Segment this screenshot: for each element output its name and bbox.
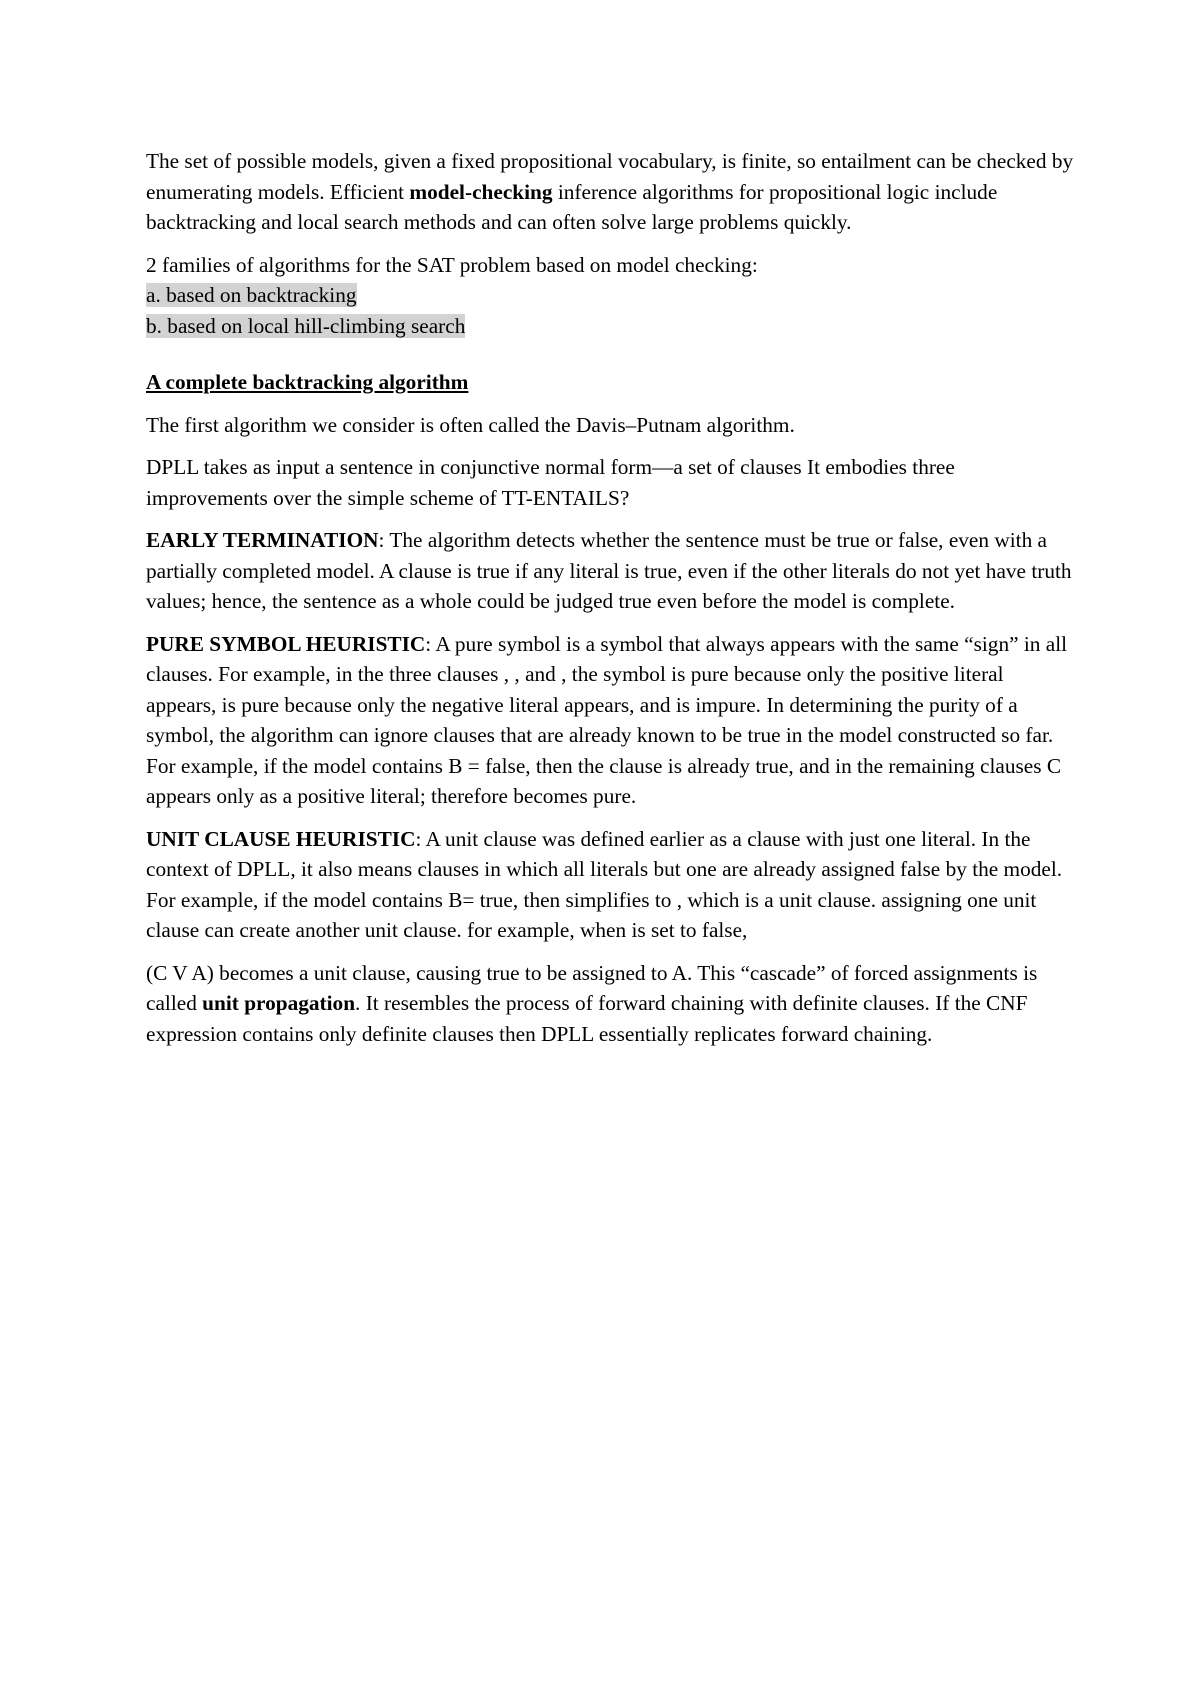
pure-symbol-paragraph: PURE SYMBOL HEURISTIC: A pure symbol is a symbol that always appears with the same “sign” in all clauses. For example, in the three clauses , , and , the symbol is pure because only the positive literal appears, is pure because only the negative literal appears, and is impure. In determining the purity of a symbol, the algorithm can ignore clauses that are already known to be true in the model constructed so far. For example, if the model contains B = false, then the clause is already true, and in the remaining clauses C appears only as a positive literal; therefore becomes pure. (146, 631, 1068, 808)
section-heading: A complete backtracking algorithm (146, 370, 469, 394)
families-lead: 2 families of algorithms for the SAT problem based on model checking: (146, 252, 758, 277)
unit-clause-term: UNIT CLAUSE HEURISTIC (146, 826, 416, 851)
family-item-hill-climbing: b. based on local hill-climbing search (146, 313, 466, 338)
unit-propagation-paragraph: (C V A) becomes a unit clause, causing true to be assigned to A. This “cascade” of forced assignments is called unit propagation. It resembles the process of forward chaining with definite clauses. If the CNF expression contains only definite clauses then DPLL essentially replicates forward chaining. (146, 960, 1038, 1046)
early-termination-term: EARLY TERMINATION (146, 528, 379, 552)
unit-clause-paragraph: UNIT CLAUSE HEURISTIC: A unit clause was defined earlier as a clause with just one literal. In the context of DPLL, it also means clauses in which all literals but one are already assigned false by the model. For example, if the model contains B= true, then simplifies to , which is a unit clause. assigning one unit clause can create another unit clause. for example, when is set to false, (146, 826, 1063, 942)
intro-paragraph: The set of possible models, given a fixed propositional vocabulary, is finite, so entailment can be checked by enumerating models. Efficient model-checking inference algorithms for propositional logic include backtracking and local search methods and can often solve large problems quickly. (146, 149, 1074, 234)
early-termination-paragraph: EARLY TERMINATION: The algorithm detects whether the sentence must be true or false, even with a partially completed model. A clause is true if any literal is true, even if the other literals do not yet have truth values; hence, the sentence as a whole could be judged true even before the model is complete. (146, 528, 1072, 613)
family-item-backtracking: a. based on backtracking (146, 283, 357, 307)
unit-propagation-term: unit propagation (202, 991, 356, 1015)
model-checking-term: model-checking (409, 179, 553, 204)
dpll-intro-paragraph: DPLL takes as input a sentence in conjunctive normal form—a set of clauses It embodies three improvements over the simple scheme of TT-ENTAILS? (146, 455, 955, 510)
pure-symbol-term: PURE SYMBOL HEURISTIC (146, 631, 426, 656)
davis-putnam-paragraph: The first algorithm we consider is often called the Davis–Putnam algorithm. (146, 412, 795, 437)
document-page (146, 146, 1076, 1061)
